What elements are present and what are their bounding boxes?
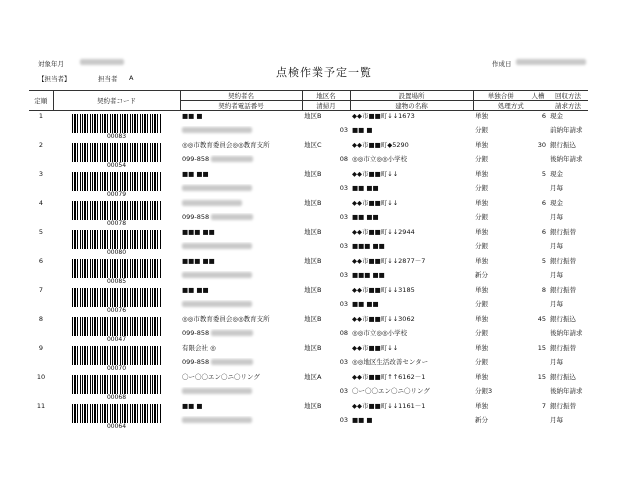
processing-method: 分銀: [475, 213, 488, 222]
col-contract-code: 契約者コード: [53, 91, 180, 111]
row-number: 1: [38, 112, 44, 120]
row-number: 6: [38, 257, 44, 265]
processing-method: 分銀: [475, 184, 488, 193]
barcode-graphic: [72, 288, 162, 307]
barcode-cell: [53, 111, 180, 141]
target-month-value-redacted: [80, 59, 124, 65]
building-name: ■■ ■■: [352, 300, 379, 309]
contract-phone: [180, 300, 302, 314]
billing-month: 03: [339, 242, 348, 251]
collection-method: 現金: [550, 170, 563, 178]
redacted-text: [182, 185, 252, 191]
contract-name: ◎◎市教育委員会◎◎教育支所: [182, 315, 270, 323]
billing-method: 月毎: [550, 271, 563, 280]
people-count: 6: [541, 199, 546, 207]
barcode-graphic: [72, 172, 162, 191]
contract-name: ■■ ■■: [182, 170, 209, 178]
people-count: 6: [541, 112, 546, 120]
area-name: 地区B: [304, 344, 322, 352]
area-name: 地区B: [304, 257, 322, 265]
contract-name: [180, 198, 302, 213]
contract-name: 有限会社 ◎: [182, 344, 216, 352]
contract-name: ■■■ ■■: [182, 257, 215, 265]
people-count: 5: [541, 170, 546, 178]
install-location: ◆◆市■■町↓↓2877－7: [352, 257, 426, 265]
area-name: 地区B: [304, 112, 322, 120]
processing-method: 分銀: [475, 300, 488, 309]
row-number: 8: [38, 315, 44, 323]
area-name: 地区C: [304, 141, 322, 149]
billing-method: 後納年請求: [550, 329, 583, 338]
install-location: ◆◆市■■町↓↓: [352, 199, 399, 207]
contract-phone: 099-858: [180, 329, 302, 343]
contract-name: ■■ ■: [182, 402, 203, 410]
col-area: 地区名: [302, 91, 350, 101]
processing-method: 分銀: [475, 155, 488, 164]
billing-method: 月毎: [550, 213, 563, 222]
col-building: 建物の名称: [350, 101, 473, 111]
row-number: 3: [38, 170, 44, 178]
area-name: 地区B: [304, 315, 322, 323]
row-number: 7: [38, 286, 44, 294]
barcode-graphic: [72, 230, 162, 249]
staff-sub-label: 担当者: [98, 75, 118, 83]
contract-code: 00068: [106, 394, 127, 401]
collection-method: 銀行振込: [550, 141, 576, 149]
contract-name: ◎◎市教育委員会◎◎教育支所: [182, 141, 270, 149]
collection-method: 銀行振替: [550, 344, 576, 352]
col-contract-phone: 契約者電話番号: [180, 101, 302, 111]
unit-contract: 単独: [475, 344, 488, 352]
col-contract-name: 契約者名: [180, 91, 302, 101]
install-location: ◆◆市■■町↓↓3062: [352, 315, 415, 323]
billing-method: 月毎: [550, 184, 563, 193]
install-location: ◆◆市■■町↓↓1673: [352, 112, 415, 120]
barcode-cell: [53, 169, 180, 198]
unit-contract: 単独: [475, 315, 488, 323]
processing-method: 分銀: [475, 358, 488, 367]
contract-phone: 099-858: [180, 358, 302, 372]
billing-month: 03: [339, 184, 348, 193]
col-seq: 定順: [29, 91, 53, 111]
page-title: 点検作業予定一覧: [276, 66, 372, 79]
collection-method: 現金: [550, 112, 563, 120]
col-people: 人槽: [528, 91, 548, 101]
redacted-text: [211, 214, 253, 220]
row-number: 10: [36, 373, 46, 381]
target-month-label: 対象年月: [38, 60, 64, 68]
install-location: ◆◆市■■町↑↑6162－1: [352, 373, 426, 381]
barcode-graphic: [72, 375, 162, 394]
table-row: [29, 111, 588, 127]
redacted-text: [182, 127, 252, 133]
contract-name: ■■■ ■■: [182, 228, 215, 236]
building-name: ■■ ■: [352, 126, 373, 135]
unit-contract: 単独: [475, 373, 488, 381]
building-name: ◎◎地区生活改善センター: [352, 358, 429, 367]
area-name: 地区A: [304, 373, 322, 381]
barcode-graphic: [72, 201, 162, 220]
barcode-graphic: [72, 404, 162, 423]
col-processing: 処理方式: [473, 101, 548, 111]
collection-method: 銀行振替: [550, 228, 576, 236]
redacted-text: [182, 388, 252, 394]
collection-method: 銀行振替: [550, 286, 576, 294]
table-row: [29, 169, 588, 184]
billing-month: 03: [339, 358, 348, 367]
contract-code: 00080: [106, 249, 127, 256]
building-name: ◎◎市立◎◎小学校: [352, 155, 408, 164]
billing-month: 08: [339, 155, 348, 164]
created-date-value-redacted: [516, 59, 586, 65]
redacted-text: [182, 417, 252, 423]
install-location: ◆◆市■■町↓↓1161－1: [352, 402, 426, 410]
row-number: 2: [38, 141, 44, 149]
people-count: 15: [537, 344, 546, 352]
unit-contract: 単独: [475, 170, 488, 178]
barcode-graphic: [72, 317, 162, 336]
contract-phone: [180, 271, 302, 285]
table-row: [29, 314, 588, 329]
billing-method: 後納年請求: [550, 155, 583, 164]
unit-contract: 単独: [475, 257, 488, 265]
area-name: 地区B: [304, 199, 322, 207]
contract-name: ■■ ■■: [182, 286, 209, 294]
contract-code: 00079: [106, 191, 127, 198]
contract-code: 00047: [106, 336, 127, 343]
redacted-text: [211, 156, 253, 162]
row-number: 11: [36, 402, 46, 410]
unit-contract: 単独: [475, 141, 488, 149]
row-number: 5: [38, 228, 44, 236]
install-location: ◆◆市■■町↓↓: [352, 344, 399, 352]
billing-month: 03: [339, 387, 348, 396]
people-count: 5: [541, 257, 546, 265]
people-count: 45: [537, 315, 546, 323]
staff-label: 【担当者】: [38, 75, 71, 83]
area-name: 地区B: [304, 402, 322, 410]
contract-phone: [180, 184, 302, 198]
unit-contract: 単独: [475, 286, 488, 294]
contract-code: 00064: [106, 423, 127, 430]
col-billing-month: 清掃月: [302, 101, 350, 111]
collection-method: 銀行振込: [550, 373, 576, 381]
barcode-graphic: [72, 259, 162, 278]
contract-name: ■■ ■: [182, 112, 203, 120]
table-row: [29, 140, 588, 155]
unit-contract: 単独: [475, 402, 488, 410]
contract-phone: [180, 387, 302, 401]
people-count: 7: [541, 402, 546, 410]
redacted-text: [182, 272, 252, 278]
contract-phone: 099-858: [180, 213, 302, 227]
people-count: 6: [541, 228, 546, 236]
building-name: ■■ ■: [352, 416, 373, 425]
processing-method: 分銀: [475, 329, 488, 338]
billing-method: 月毎: [550, 300, 563, 309]
billing-month: 03: [339, 300, 348, 309]
table-row: [29, 401, 588, 416]
processing-method: 分銀3: [475, 387, 493, 396]
unit-contract: 単独: [475, 228, 488, 236]
building-name: ■■ ■■: [352, 213, 379, 222]
install-location: ◆◆市■■町↓↓2944: [352, 228, 415, 236]
billing-month: 03: [339, 213, 348, 222]
row-number: 4: [38, 199, 44, 207]
col-unit-contract: 単独合併: [473, 91, 528, 101]
barcode-cell: [53, 285, 180, 314]
install-location: ◆◆市■■町↓↓3185: [352, 286, 415, 294]
building-name: ■■ ■■: [352, 184, 379, 193]
inspection-schedule-table: [29, 90, 588, 430]
redacted-text: [182, 200, 242, 206]
table-row: [29, 372, 588, 387]
col-location: 設置場所: [350, 91, 473, 101]
barcode-cell: [53, 401, 180, 430]
table-row: [29, 256, 588, 271]
table-row: [29, 343, 588, 358]
billing-month: 03: [339, 271, 348, 280]
barcode-cell: [53, 343, 180, 372]
people-count: 15: [537, 373, 546, 381]
table-row: [29, 227, 588, 242]
barcode-cell: [53, 314, 180, 343]
install-location: ◆◆市■■町◆5290: [352, 141, 409, 149]
col-billing-method: 請求方法: [548, 101, 588, 111]
processing-method: 新分: [475, 271, 488, 280]
table-row: [29, 285, 588, 300]
barcode-cell: [53, 227, 180, 256]
redacted-text: [182, 243, 252, 249]
contract-phone: 099-858: [180, 155, 302, 169]
col-collection: 回収方法: [548, 91, 588, 101]
collection-method: 銀行振替: [550, 402, 576, 410]
redacted-text: [211, 359, 253, 365]
billing-method: 月毎: [550, 242, 563, 251]
barcode-cell: [53, 198, 180, 227]
barcode-graphic: [72, 143, 162, 162]
contract-phone: [180, 242, 302, 256]
billing-method: 後納年請求: [550, 387, 583, 396]
processing-method: 分銀: [475, 242, 488, 251]
billing-method: 月毎: [550, 416, 563, 425]
contract-code: 00076: [106, 307, 127, 314]
barcode-cell: [53, 140, 180, 169]
contract-code: 00083: [106, 133, 127, 140]
unit-contract: 単独: [475, 199, 488, 207]
processing-method: 分銀: [475, 126, 488, 135]
unit-contract: 単独: [475, 112, 488, 120]
billing-month: 08: [339, 329, 348, 338]
contract-phone: [180, 126, 302, 140]
row-number: 9: [38, 344, 44, 352]
area-name: 地区B: [304, 170, 322, 178]
processing-method: 新分: [475, 416, 488, 425]
barcode-graphic: [72, 346, 162, 365]
collection-method: 銀行振替: [550, 257, 576, 265]
redacted-text: [211, 330, 253, 336]
building-name: ■■■ ■■: [352, 242, 385, 251]
billing-method: 月毎: [550, 358, 563, 367]
barcode-cell: [53, 256, 180, 285]
people-count: 30: [537, 141, 546, 149]
contract-code: 00070: [106, 365, 127, 372]
area-name: 地区B: [304, 228, 322, 236]
barcode-cell: [53, 372, 180, 401]
collection-method: 銀行振込: [550, 315, 576, 323]
table-row: [29, 198, 588, 213]
contract-phone: [180, 416, 302, 430]
collection-method: 現金: [550, 199, 563, 207]
billing-method: 前納年請求: [550, 126, 583, 135]
building-name: 〇ー〇〇エン〇ニ〇リング: [352, 387, 430, 396]
billing-month: 03: [339, 126, 348, 135]
barcode-graphic: [72, 114, 162, 133]
staff-value: A: [129, 74, 134, 82]
redacted-text: [182, 301, 252, 307]
created-date-label: 作成日: [492, 60, 512, 68]
building-name: ◎◎市立◎◎小学校: [352, 329, 408, 338]
area-name: 地区B: [304, 286, 322, 294]
contract-name: 〇ー〇〇エン〇ニ〇リング: [182, 373, 260, 381]
billing-month: 03: [339, 416, 348, 425]
contract-code: 00085: [106, 278, 127, 285]
building-name: ■■■ ■■: [352, 271, 385, 280]
contract-code: 00078: [106, 220, 127, 227]
contract-code: 00054: [106, 162, 127, 169]
install-location: ◆◆市■■町↓↓: [352, 170, 399, 178]
people-count: 8: [541, 286, 546, 294]
